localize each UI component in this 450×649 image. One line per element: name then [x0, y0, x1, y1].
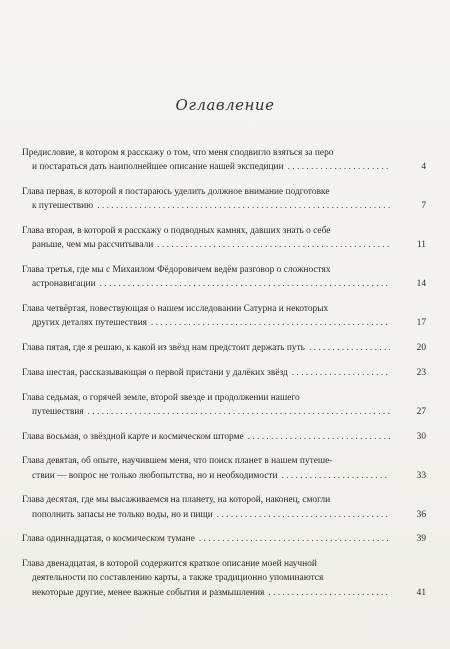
toc-entry-line: Глава пятая, где я решаю, к какой из звёзд нам предстоит держать путь — [22, 343, 305, 353]
toc-entry-line: пополнить запасы не только воды, но и пищи — [32, 509, 213, 520]
dot-leader — [217, 508, 390, 522]
dot-leader — [97, 199, 390, 213]
toc-entry-line: Глава третья, где мы с Михаилом Фёдоровичем ведём разговор о сложностях — [22, 265, 331, 275]
toc-entry-line: к путешествию — [32, 201, 94, 212]
toc-page-number: 33 — [416, 470, 426, 481]
dot-leader — [268, 586, 390, 600]
toc-entry-line: Глава четвёртая, повествующая о нашем исследовании Сатурна и некоторых — [22, 304, 329, 314]
toc-entry[interactable] — [22, 391, 426, 419]
toc-entry-line: Глава седьмая, о горячей земле, второй звезде и продолжении нашего — [22, 392, 300, 403]
toc-entry[interactable] — [22, 366, 426, 380]
toc-entry[interactable] — [22, 341, 426, 355]
toc-entry[interactable] — [22, 557, 426, 600]
dot-leader — [309, 341, 390, 355]
toc-page-number: 39 — [416, 534, 426, 545]
toc-entry-line: других деталях путешествия — [32, 318, 147, 329]
toc-entry-line: Глава девятая, об опыте, научившем меня, что поиск планет в нашем путеше- — [22, 456, 333, 467]
dot-leader — [151, 316, 390, 330]
toc-entry-line: Глава шестая, рассказывающая о первой пристани у далёких звёзд — [22, 367, 288, 378]
toc-entry-line: Предисловие, в котором я расскажу о том, что меня сподвигло взяться за перо — [22, 148, 334, 158]
table-of-contents — [22, 146, 426, 610]
dot-leader — [157, 238, 390, 252]
toc-page-number: 14 — [416, 279, 426, 290]
toc-entry[interactable] — [22, 146, 426, 174]
toc-page-number: 41 — [416, 587, 426, 598]
toc-page-number: 27 — [416, 406, 426, 417]
toc-entry-line: и постараться дать наиполнейшее описание нашей экспедиции — [32, 162, 284, 173]
toc-entry-line: Глава восьмая, о звёздной карте и космическом шторме — [22, 431, 244, 442]
toc-page-number: 36 — [416, 509, 426, 520]
toc-entry[interactable] — [22, 263, 426, 291]
toc-entry[interactable] — [22, 532, 426, 546]
toc-entry[interactable] — [22, 224, 426, 252]
toc-entry-line: астронавигации — [32, 279, 96, 290]
dot-leader — [248, 430, 390, 444]
dot-leader — [292, 366, 390, 380]
toc-page-number: 17 — [416, 318, 426, 329]
toc-entry-line: раньше, чем мы рассчитывали — [32, 240, 154, 251]
toc-entry-line: некоторые другие, менее важные события и размышления — [32, 587, 265, 598]
toc-entry[interactable] — [22, 302, 426, 330]
toc-page-number: 20 — [416, 343, 426, 353]
toc-entry-line: путешествия — [32, 406, 84, 417]
toc-page-number: 11 — [416, 240, 426, 251]
dot-leader — [288, 160, 390, 174]
toc-page-number: 30 — [416, 431, 426, 442]
toc-entry-line: Глава десятая, где мы высаживаемся на планету, на которой, наконец, смогли — [22, 495, 331, 506]
toc-entry[interactable] — [22, 430, 426, 444]
toc-entry-line: Глава одиннадцатая, о космическом тумане — [22, 534, 195, 545]
dot-leader — [88, 405, 390, 419]
toc-page-number: 23 — [416, 367, 426, 378]
dot-leader — [199, 532, 390, 546]
toc-entry[interactable] — [22, 185, 426, 213]
toc-entry-line: Глава первая, в которой я постараюсь уделить должное внимание подготовке — [22, 187, 330, 197]
dot-leader — [100, 277, 390, 291]
toc-entry-line: деятельности по составлению карты, а также традиционно упоминаются — [32, 573, 324, 584]
toc-entry-line: Глава вторая, в которой я расскажу о подводных камнях, давших знать о себе — [22, 226, 331, 236]
toc-entry-line: Глава двенадцатая, в которой содержится краткое описание моей научной — [22, 559, 317, 570]
toc-page-number: 7 — [421, 201, 426, 212]
page-title: Оглавление — [175, 96, 275, 114]
toc-entry[interactable] — [22, 454, 426, 482]
toc-entry[interactable] — [22, 493, 426, 521]
toc-page-number: 4 — [421, 162, 426, 173]
dot-leader — [282, 469, 390, 483]
toc-entry-line: ствии — вопрос не только любопытства, но и необходимости — [32, 470, 278, 481]
